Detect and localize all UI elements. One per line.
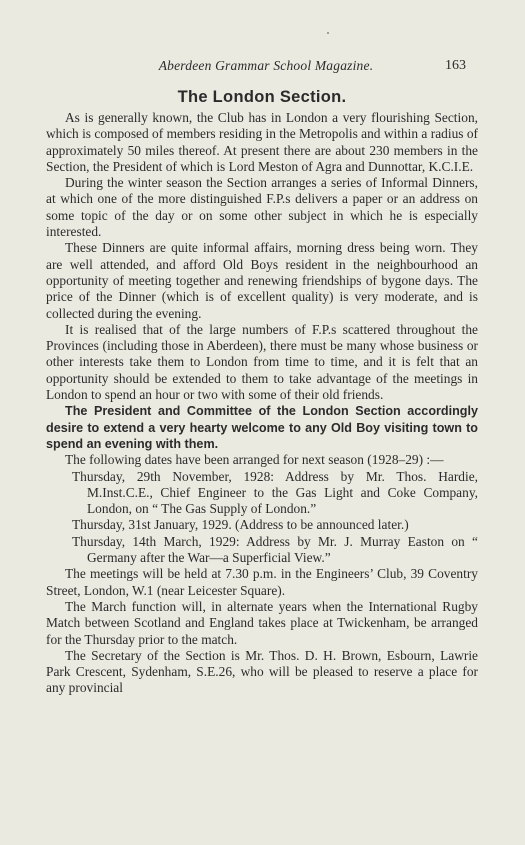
date-entry: Thursday, 14th March, 1929: Address by Mr. J. Murray Easton on “ Germany after the War—a Superficial View.” — [72, 533, 478, 566]
paragraph-dinners: During the winter season the Section arranges a series of Informal Dinners, at which one of the more distinguished F.P.s delivers a paper or an address on some topic of the day or on some other subject in which he is especially interested. — [46, 175, 478, 240]
paragraph-venue: The meetings will be held at 7.30 p.m. in the Engineers’ Club, 39 Coventry Street, London, W.1 (near Leicester Square). — [46, 566, 478, 598]
article-body — [46, 110, 478, 697]
print-speck — [327, 32, 329, 34]
paragraph-provinces: It is realised that of the large numbers of F.P.s scattered throughout the Provinces (including those in Aberdeen), there must be many whose business or other interests take them to London from time to time, and it is felt that an opportunity should be extended to them to take advantage of the meetings in London to spend an hour or two with some of their old friends. — [46, 321, 478, 403]
paragraph-march: The March function will, in alternate years when the International Rugby Match between Scotland and England takes place at Twickenham, be arranged for the Thursday prior to the match. — [46, 598, 478, 647]
date-entry: Thursday, 31st January, 1929. (Address to be announced later.) — [72, 517, 409, 533]
article-title: The London Section. — [177, 88, 347, 106]
page-number: 163 — [445, 58, 466, 73]
paragraph-dates-intro: The following dates have been arranged for next season (1928–29) :— — [65, 452, 444, 468]
paragraph-secretary: The Secretary of the Section is Mr. Thos. D. H. Brown, Esbourn, Lawrie Park Crescent, Sydenham, S.E.26, who will be pleased to reserve a place for any provincial — [46, 647, 478, 696]
paragraph-intro: As is generally known, the Club has in London a very flourishing Section, which is composed of members residing in the Metropolis and within a radius of approximately 50 miles thereof. At present there are about 230 members in the Section, the President of which is Lord Meston of Agra and Dunnottar, K.C.I.E. — [46, 110, 478, 174]
paragraph-dress: These Dinners are quite informal affairs, morning dress being worn. They are well attended, and afford Old Boys resident in the neighbourhood an opportunity of meeting together and renewing friendships of bygone days. The price of the Dinner (which is of excellent quality) is very moderate, and is collected during the evening. — [46, 240, 478, 321]
magazine-title: Aberdeen Grammar School Magazine. — [158, 58, 374, 73]
running-head — [46, 58, 478, 78]
date-entry: Thursday, 29th November, 1928: Address by Mr. Thos. Hardie, M.Inst.C.E., Chief Engineer to the Gas Light and Coke Company, London, on “ The Gas Supply of London.” — [72, 468, 478, 517]
paragraph-welcome: The President and Committee of the London Section accordingly desire to extend a very hearty welcome to any Old Boy visiting town to spend an evening with them. — [46, 404, 478, 451]
